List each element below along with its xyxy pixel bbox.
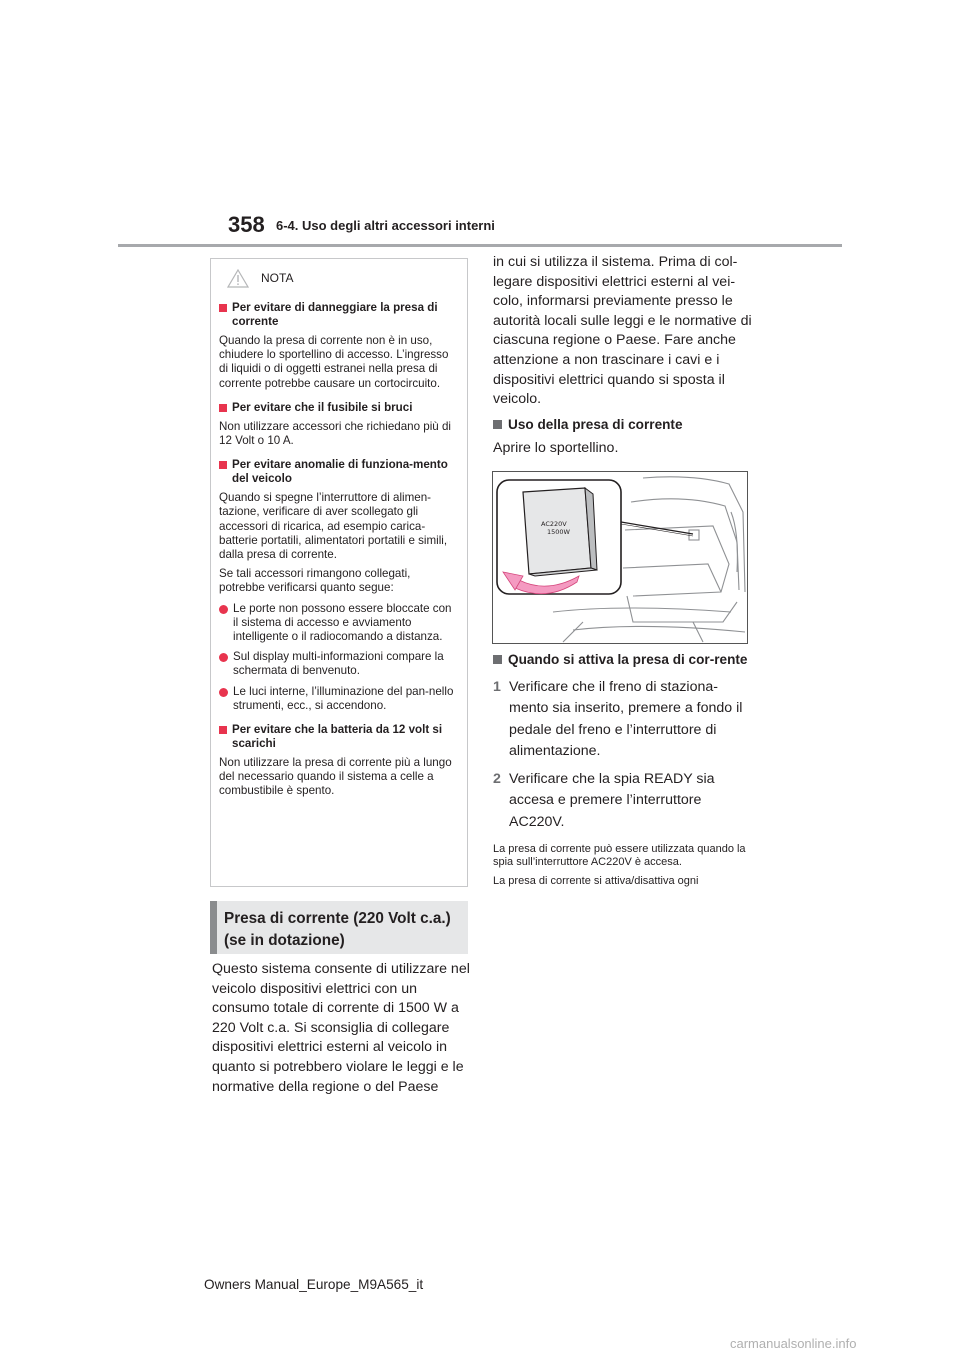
round-bullet-icon <box>219 688 228 697</box>
bullet-text: Le luci interne, l’illuminazione del pan-nello strumenti, ecc., si accendono. <box>233 684 454 712</box>
step-number: 2 <box>493 771 501 788</box>
outlet-label-wattage: 1500W <box>547 528 570 536</box>
page-number: 358 <box>228 212 265 237</box>
bullet-text: Le porte non possono essere bloccate con il sistema di accesso e avviamento intelligente o il radiocomando a distanza. <box>233 601 452 644</box>
note-block-damage <box>219 301 459 391</box>
intro-continued-text: in cui si utilizza il sistema. Prima di col-legare dispositivi elettrici esterni al vei-colo, informarsi previamente presso le autorità locali sulle leggi e le normative di ciascuna regione o Paese. Fare anche attenzione a non trascinare i cavi e i dispositivi elettrici quando si sposta il veicolo. <box>493 254 752 408</box>
watermark: carmanualsonline.info <box>730 1336 857 1351</box>
note-text: Non utilizzare accessori che richiedano più di 12 Volt o 10 A. <box>219 419 451 448</box>
step-text: Verificare che la spia READY sia accesa e premere l’interruttore AC220V. <box>509 771 715 830</box>
intro-paragraph: Questo sistema consente di utilizzare nel veicolo dispositivi elettrici con un consumo totale di corrente di 1500 W a 220 Volt c.a. Si sconsiglia di collegare dispositivi elettrici esterni al veicolo in quanto si potrebbero violare le leggi e le normative della regione o del Paese <box>212 961 470 1095</box>
square-bullet-icon <box>219 304 227 312</box>
note-text: Quando si spegne l’interruttore di alimen-tazione, verificare di aver scollegato gli accessori di ricarica, ad esempio carica-batterie portatili, alimentatori portatili e simili, dalla presa di corrente. <box>219 491 448 562</box>
list-item <box>219 685 459 713</box>
section-title: Presa di corrente (220 Volt c.a.) (se in dotazione) <box>210 901 468 954</box>
round-bullet-icon <box>219 605 228 614</box>
note-text: Quando la presa di corrente non è in uso, chiudere lo sportellino di accesso. L’ingresso di liquidi o di oggetti estranei nella presa di corrente potrebbe causare un cortocircuito. <box>219 334 449 390</box>
square-bullet-icon <box>493 655 502 664</box>
square-bullet-icon <box>493 420 502 429</box>
step-1 <box>493 677 755 762</box>
note-block-malfunction <box>219 458 459 713</box>
header-divider <box>118 244 842 247</box>
step-text: Verificare che il freno di staziona-mento sia inserito, premere a fondo il pedale del freno e l’interruttore di alimentazione. <box>509 679 743 759</box>
step-number: 1 <box>493 679 501 695</box>
note-heading: Per evitare di danneggiare la presa di corrente <box>232 301 438 328</box>
document-id: Owners Manual_Europe_M9A565_it <box>204 1277 424 1292</box>
activate-section <box>493 650 755 889</box>
note-block-fuse <box>219 401 459 448</box>
usage-heading: Uso della presa di corrente <box>508 417 683 432</box>
activate-note: La presa di corrente può essere utilizzata quando la spia sull’interruttore AC220V è accesa. <box>493 843 746 869</box>
note-label: NOTA <box>261 271 294 285</box>
note-block-battery <box>219 723 459 799</box>
note-heading: Per evitare che il fusibile si bruci <box>232 400 413 414</box>
step-2 <box>493 769 755 833</box>
usage-section <box>493 415 755 459</box>
note-text: Se tali accessori rimangono collegati, potrebbe verificarsi quanto segue: <box>219 567 411 595</box>
square-bullet-icon <box>219 726 227 734</box>
usage-text: Aprire lo sportellino. <box>493 440 619 456</box>
note-heading: Per evitare anomalie di funziona-mento del veicolo <box>232 458 448 486</box>
list-item <box>219 602 459 645</box>
activate-note: La presa di corrente si attiva/disattiva ogni <box>493 875 699 888</box>
warning-triangle-icon <box>227 269 249 288</box>
note-box <box>210 258 468 887</box>
note-header <box>227 265 459 291</box>
intro-continued <box>493 253 755 410</box>
list-item <box>219 650 459 678</box>
power-outlet-illustration <box>492 471 748 644</box>
round-bullet-icon <box>219 653 228 662</box>
outlet-label-voltage: AC220V <box>541 520 567 528</box>
chapter-title: 6-4. Uso degli altri accessori interni <box>276 218 495 233</box>
note-text: Non utilizzare la presa di corrente più a lungo del necessario quando il sistema a celle a combustibile è spento. <box>219 756 452 798</box>
activate-heading: Quando si attiva la presa di cor-rente <box>508 652 748 667</box>
square-bullet-icon <box>219 404 227 412</box>
luggage-compartment-drawing <box>493 472 747 643</box>
note-heading: Per evitare che la batteria da 12 volt si scarichi <box>232 723 443 751</box>
square-bullet-icon <box>219 461 227 469</box>
bullet-text: Sul display multi-informazioni compare la schermata di benvenuto. <box>233 650 444 678</box>
